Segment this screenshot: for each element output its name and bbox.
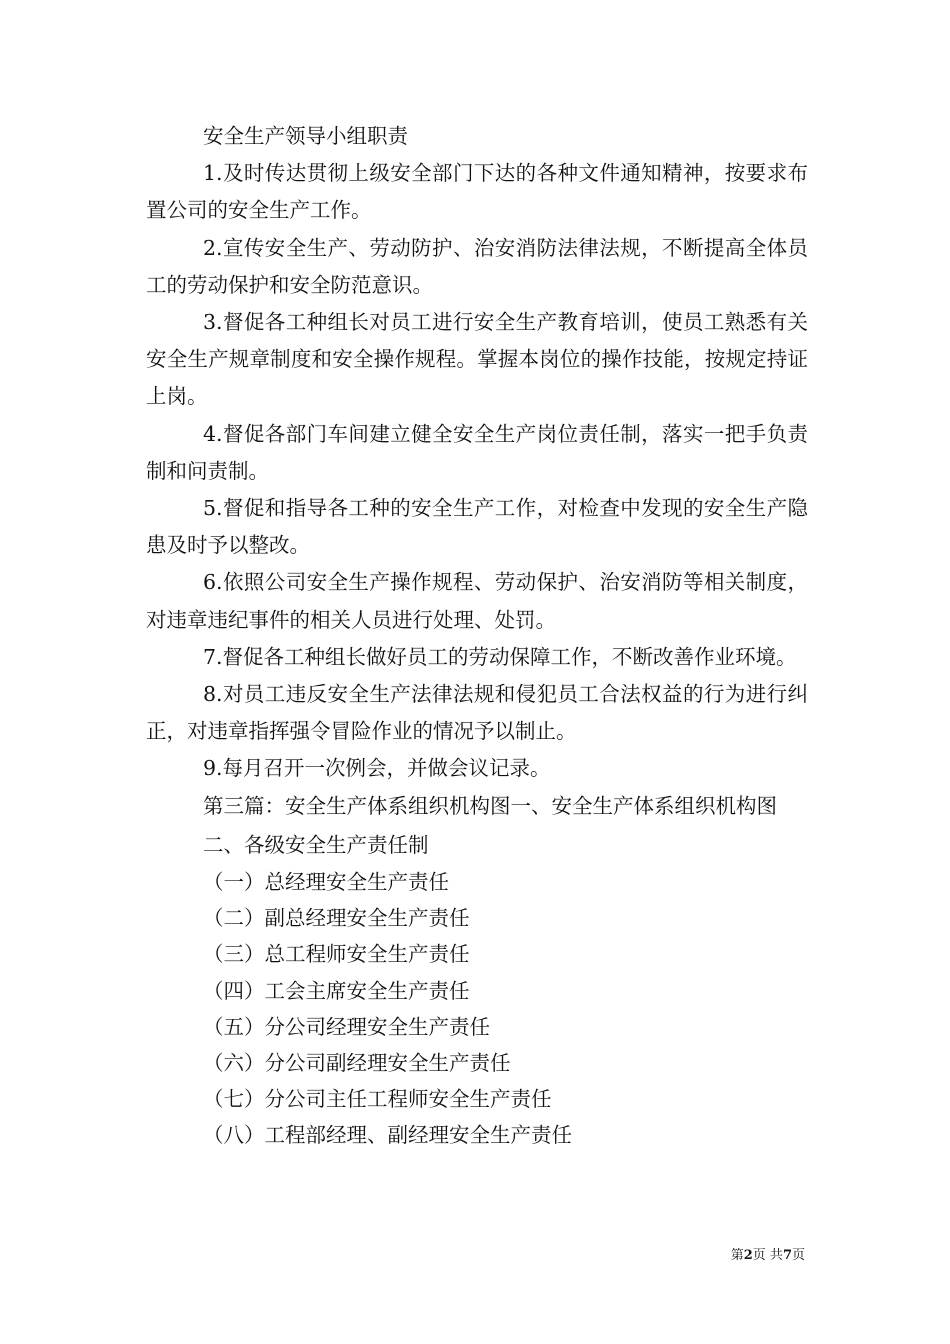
duty-item-1: 1.及时传达贯彻上级安全部门下达的各种文件通知精神，按要求布置公司的安全生产工作。: [146, 161, 808, 223]
duty-item-9: 9.每月召开一次例会，并做会议记录。: [203, 756, 551, 781]
responsibility-item-3: （三）总工程师安全生产责任: [203, 942, 470, 967]
duty-item-6: 6.依照公司安全生产操作规程、劳动保护、治安消防等相关制度，对违章违纪事件的相关人员进行处理、处罚。: [146, 570, 808, 632]
duty-item-4: 4.督促各部门车间建立健全安全生产岗位责任制，落实一把手负责制和问责制。: [146, 421, 808, 483]
document-body: [146, 118, 808, 1154]
subsection-heading: 二、各级安全生产责任制: [203, 832, 429, 857]
responsibility-item-5: （五）分公司经理安全生产责任: [203, 1014, 490, 1039]
part-heading: 第三篇：安全生产体系组织机构图一、安全生产体系组织机构图: [203, 793, 777, 818]
duty-item-7: 7.督促各工种组长做好员工的劳动保障工作，不断改善作业环境。: [203, 644, 797, 669]
footer-suffix: 页: [791, 1248, 805, 1263]
responsibility-item-4: （四）工会主席安全生产责任: [203, 978, 470, 1003]
duty-item-2: 2.宣传安全生产、劳动防护、治安消防法律法规，不断提高全体员工的劳动保护和安全防范意识。: [146, 235, 808, 297]
responsibility-item-1: （一）总经理安全生产责任: [203, 870, 449, 895]
duty-item-8: 8.对员工违反安全生产法律法规和侵犯员工合法权益的行为进行纠正，对违章指挥强令冒险作业的情况予以制止。: [146, 682, 808, 744]
page-number-footer: [731, 1247, 805, 1265]
footer-middle: 页 共: [752, 1248, 783, 1263]
duty-item-3: 3.督促各工种组长对员工进行安全生产教育培训，使员工熟悉有关安全生产规章制度和安全操作规程。掌握本岗位的操作技能，按规定持证上岗。: [146, 310, 808, 409]
section-title: 安全生产领导小组职责: [203, 124, 408, 148]
footer-prefix: 第: [730, 1248, 744, 1263]
responsibility-item-2: （二）副总经理安全生产责任: [203, 906, 470, 931]
responsibility-item-7: （七）分公司主任工程师安全生产责任: [203, 1087, 552, 1112]
responsibility-item-6: （六）分公司副经理安全生产责任: [203, 1051, 511, 1076]
responsibility-item-8: （八）工程部经理、副经理安全生产责任: [203, 1123, 572, 1148]
current-page-number: 2: [743, 1248, 753, 1263]
duty-item-5: 5.督促和指导各工种的安全生产工作，对检查中发现的安全生产隐患及时予以整改。: [146, 496, 808, 558]
total-pages-number: 7: [782, 1248, 792, 1263]
